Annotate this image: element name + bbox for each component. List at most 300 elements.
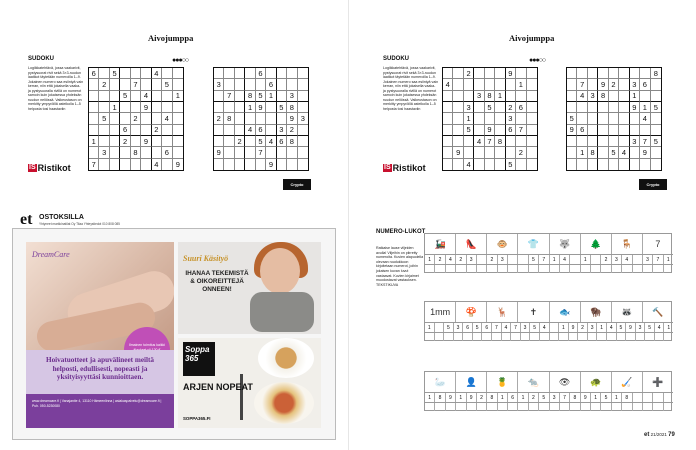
sudoku-cell[interactable]: 5 <box>110 68 120 79</box>
sudoku-cell[interactable]: 4 <box>152 68 162 79</box>
answer-cell[interactable] <box>622 265 632 273</box>
sudoku-cell[interactable] <box>256 113 266 124</box>
sudoku-cell[interactable] <box>577 136 587 147</box>
sudoku-cell[interactable] <box>506 136 516 147</box>
sudoku-cell[interactable]: 6 <box>577 125 587 136</box>
answer-cell[interactable] <box>467 403 477 411</box>
answer-cell[interactable] <box>607 333 617 341</box>
sudoku-cell[interactable] <box>485 147 495 158</box>
answer-cell[interactable] <box>425 403 435 411</box>
sudoku-cell[interactable] <box>619 91 629 102</box>
sudoku-cell[interactable]: 2 <box>131 113 141 124</box>
answer-cell[interactable] <box>626 333 636 341</box>
sudoku-cell[interactable] <box>298 91 308 102</box>
sudoku-cell[interactable]: 2 <box>464 68 474 79</box>
sudoku-cell[interactable]: 8 <box>495 136 505 147</box>
answer-cell[interactable] <box>482 333 492 341</box>
sudoku-cell[interactable]: 1 <box>577 147 587 158</box>
sudoku-cell[interactable]: 2 <box>287 125 297 136</box>
sudoku-cell[interactable]: 6 <box>89 68 99 79</box>
answer-cell[interactable] <box>511 333 521 341</box>
answer-cell[interactable] <box>456 265 466 273</box>
sudoku-cell[interactable]: 9 <box>506 68 516 79</box>
answer-cell[interactable] <box>518 403 528 411</box>
sudoku-cell[interactable]: 4 <box>443 79 453 90</box>
sudoku-cell[interactable] <box>516 113 526 124</box>
sudoku-cell[interactable] <box>277 68 287 79</box>
sudoku-cell[interactable]: 5 <box>651 102 661 113</box>
sudoku-cell[interactable]: 1 <box>89 136 99 147</box>
sudoku-cell[interactable]: 1 <box>266 91 276 102</box>
sudoku-cell[interactable] <box>256 159 266 170</box>
sudoku-cell[interactable]: 2 <box>516 147 526 158</box>
sudoku-cell[interactable] <box>173 68 183 79</box>
sudoku-cell[interactable] <box>173 147 183 158</box>
sudoku-cell[interactable] <box>609 159 619 170</box>
sudoku-cell[interactable] <box>141 159 151 170</box>
answer-cell[interactable] <box>612 403 622 411</box>
sudoku-cell[interactable]: 1 <box>464 113 474 124</box>
sudoku-cell[interactable]: 4 <box>266 136 276 147</box>
sudoku-cell[interactable]: 9 <box>141 136 151 147</box>
sudoku-cell[interactable]: 7 <box>640 136 650 147</box>
sudoku-cell[interactable]: 5 <box>609 147 619 158</box>
sudoku-cell[interactable]: 2 <box>609 79 619 90</box>
dreamcare-ad[interactable] <box>26 242 174 428</box>
sudoku-cell[interactable] <box>588 136 598 147</box>
sudoku-cell[interactable] <box>214 68 224 79</box>
sudoku-cell[interactable] <box>120 79 130 90</box>
sudoku-cell[interactable]: 9 <box>266 159 276 170</box>
sudoku-cell[interactable] <box>527 79 537 90</box>
sudoku-cell[interactable] <box>443 102 453 113</box>
sudoku-cell[interactable] <box>152 91 162 102</box>
sudoku-cell[interactable] <box>464 79 474 90</box>
sudoku-cell[interactable] <box>619 102 629 113</box>
sudoku-cell[interactable] <box>588 159 598 170</box>
sudoku-cell[interactable] <box>224 136 234 147</box>
sudoku-cell[interactable] <box>298 136 308 147</box>
sudoku-cell[interactable]: 4 <box>640 113 650 124</box>
sudoku-cell[interactable] <box>567 68 577 79</box>
sudoku-cell[interactable] <box>598 102 608 113</box>
sudoku-cell[interactable] <box>266 113 276 124</box>
sudoku-cell[interactable] <box>588 125 598 136</box>
sudoku-cell[interactable]: 5 <box>162 79 172 90</box>
sudoku-cell[interactable] <box>214 136 224 147</box>
sudoku-grid-2[interactable] <box>213 67 309 171</box>
sudoku-cell[interactable] <box>287 147 297 158</box>
sudoku-cell[interactable] <box>245 159 255 170</box>
sudoku-cell[interactable] <box>619 68 629 79</box>
sudoku-cell[interactable] <box>266 68 276 79</box>
sudoku-cell[interactable]: 8 <box>287 102 297 113</box>
sudoku-cell[interactable]: 1 <box>173 91 183 102</box>
answer-cell[interactable] <box>633 403 643 411</box>
sudoku-cell[interactable] <box>527 102 537 113</box>
sudoku-cell[interactable] <box>453 68 463 79</box>
sudoku-cell[interactable] <box>298 125 308 136</box>
sudoku-cell[interactable] <box>99 159 109 170</box>
answer-cell[interactable] <box>508 265 518 273</box>
sudoku-cell[interactable]: 5 <box>99 113 109 124</box>
sudoku-cell[interactable] <box>298 79 308 90</box>
sudoku-cell[interactable] <box>577 159 587 170</box>
sudoku-cell[interactable] <box>651 125 661 136</box>
answer-cell[interactable] <box>601 265 611 273</box>
sudoku-cell[interactable]: 9 <box>567 125 577 136</box>
answer-cell[interactable] <box>664 403 673 411</box>
sudoku-cell[interactable] <box>152 147 162 158</box>
suuri-kasityo-ad[interactable] <box>178 242 321 334</box>
answer-cell[interactable] <box>539 265 549 273</box>
answer-cell[interactable] <box>578 333 588 341</box>
sudoku-cell[interactable]: 2 <box>235 136 245 147</box>
sudoku-cell[interactable] <box>224 147 234 158</box>
sudoku-cell[interactable]: 4 <box>464 159 474 170</box>
sudoku-cell[interactable] <box>235 125 245 136</box>
sudoku-cell[interactable] <box>453 91 463 102</box>
sudoku-cell[interactable] <box>110 147 120 158</box>
sudoku-cell[interactable] <box>110 159 120 170</box>
sudoku-cell[interactable]: 4 <box>577 91 587 102</box>
sudoku-cell[interactable] <box>464 91 474 102</box>
answer-cell[interactable] <box>463 333 473 341</box>
answer-cell[interactable] <box>550 403 560 411</box>
sudoku-cell[interactable] <box>464 147 474 158</box>
answer-cell[interactable] <box>560 265 570 273</box>
answer-cell[interactable] <box>435 333 445 341</box>
answer-cell[interactable] <box>633 265 643 273</box>
sudoku-cell[interactable] <box>256 79 266 90</box>
sudoku-cell[interactable]: 7 <box>485 136 495 147</box>
sudoku-cell[interactable] <box>173 102 183 113</box>
sudoku-cell[interactable]: 8 <box>224 113 234 124</box>
sudoku-cell[interactable] <box>277 79 287 90</box>
sudoku-cell[interactable]: 8 <box>287 136 297 147</box>
sudoku-cell[interactable] <box>474 159 484 170</box>
sudoku-cell[interactable]: 5 <box>567 113 577 124</box>
sudoku-cell[interactable] <box>453 102 463 113</box>
sudoku-cell[interactable]: 5 <box>256 91 266 102</box>
sudoku-cell[interactable] <box>235 102 245 113</box>
sudoku-cell[interactable]: 5 <box>506 159 516 170</box>
answer-cell[interactable] <box>591 265 601 273</box>
sudoku-grid-1[interactable] <box>442 67 538 171</box>
sudoku-cell[interactable] <box>588 68 598 79</box>
sudoku-cell[interactable]: 9 <box>141 102 151 113</box>
sudoku-cell[interactable] <box>173 113 183 124</box>
sudoku-cell[interactable] <box>235 147 245 158</box>
sudoku-cell[interactable] <box>131 68 141 79</box>
sudoku-cell[interactable]: 3 <box>630 79 640 90</box>
answer-cell[interactable] <box>664 333 673 341</box>
sudoku-cell[interactable] <box>141 79 151 90</box>
answer-cell[interactable] <box>591 403 601 411</box>
sudoku-cell[interactable]: 9 <box>453 147 463 158</box>
sudoku-cell[interactable] <box>577 68 587 79</box>
sudoku-cell[interactable] <box>588 102 598 113</box>
sudoku-cell[interactable] <box>474 79 484 90</box>
sudoku-cell[interactable]: 6 <box>277 136 287 147</box>
sudoku-cell[interactable] <box>224 125 234 136</box>
sudoku-cell[interactable]: 7 <box>131 79 141 90</box>
sudoku-cell[interactable] <box>609 91 619 102</box>
sudoku-cell[interactable] <box>651 79 661 90</box>
answer-cell[interactable] <box>560 403 570 411</box>
sudoku-cell[interactable] <box>152 136 162 147</box>
sudoku-cell[interactable] <box>120 159 130 170</box>
answer-cell[interactable] <box>435 265 445 273</box>
sudoku-cell[interactable] <box>131 102 141 113</box>
sudoku-cell[interactable] <box>527 147 537 158</box>
sudoku-cell[interactable] <box>99 102 109 113</box>
sudoku-cell[interactable]: 1 <box>516 79 526 90</box>
sudoku-cell[interactable]: 3 <box>277 125 287 136</box>
sudoku-cell[interactable] <box>619 113 629 124</box>
sudoku-cell[interactable]: 6 <box>120 125 130 136</box>
sudoku-cell[interactable]: 2 <box>120 136 130 147</box>
soppa365-ad[interactable] <box>178 338 321 428</box>
sudoku-cell[interactable] <box>619 125 629 136</box>
sudoku-cell[interactable] <box>516 91 526 102</box>
sudoku-cell[interactable] <box>89 91 99 102</box>
sudoku-cell[interactable]: 2 <box>99 79 109 90</box>
sudoku-cell[interactable] <box>110 113 120 124</box>
sudoku-cell[interactable] <box>443 136 453 147</box>
sudoku-cell[interactable] <box>495 113 505 124</box>
answer-cell[interactable] <box>550 333 560 341</box>
sudoku-cell[interactable] <box>598 136 608 147</box>
sudoku-cell[interactable] <box>152 113 162 124</box>
sudoku-cell[interactable] <box>567 136 577 147</box>
sudoku-cell[interactable] <box>567 91 577 102</box>
sudoku-cell[interactable] <box>495 102 505 113</box>
sudoku-cell[interactable] <box>443 91 453 102</box>
sudoku-cell[interactable] <box>651 159 661 170</box>
sudoku-cell[interactable] <box>224 79 234 90</box>
sudoku-cell[interactable] <box>474 102 484 113</box>
sudoku-cell[interactable] <box>120 113 130 124</box>
sudoku-cell[interactable]: 9 <box>485 125 495 136</box>
sudoku-cell[interactable]: 8 <box>588 147 598 158</box>
sudoku-cell[interactable]: 6 <box>266 79 276 90</box>
sudoku-cell[interactable] <box>298 147 308 158</box>
sudoku-cell[interactable] <box>110 91 120 102</box>
sudoku-cell[interactable]: 3 <box>630 136 640 147</box>
sudoku-cell[interactable]: 3 <box>298 113 308 124</box>
sudoku-cell[interactable] <box>495 79 505 90</box>
sudoku-cell[interactable]: 7 <box>256 147 266 158</box>
sudoku-cell[interactable]: 7 <box>224 91 234 102</box>
sudoku-cell[interactable] <box>640 91 650 102</box>
sudoku-cell[interactable] <box>277 91 287 102</box>
sudoku-cell[interactable]: 5 <box>485 102 495 113</box>
answer-cell[interactable] <box>456 403 466 411</box>
sudoku-cell[interactable] <box>567 159 577 170</box>
sudoku-cell[interactable]: 4 <box>141 91 151 102</box>
sudoku-cell[interactable] <box>266 125 276 136</box>
sudoku-cell[interactable]: 3 <box>588 91 598 102</box>
sudoku-cell[interactable] <box>173 136 183 147</box>
sudoku-cell[interactable] <box>235 91 245 102</box>
sudoku-cell[interactable] <box>516 159 526 170</box>
sudoku-cell[interactable] <box>443 147 453 158</box>
sudoku-cell[interactable] <box>527 68 537 79</box>
sudoku-cell[interactable] <box>131 125 141 136</box>
sudoku-cell[interactable] <box>245 136 255 147</box>
sudoku-cell[interactable] <box>298 102 308 113</box>
answer-cell[interactable] <box>487 403 497 411</box>
sudoku-cell[interactable] <box>443 68 453 79</box>
sudoku-cell[interactable]: 9 <box>214 147 224 158</box>
answer-cell[interactable] <box>581 403 591 411</box>
answer-cell[interactable] <box>498 265 508 273</box>
sudoku-cell[interactable] <box>619 79 629 90</box>
answer-cell[interactable] <box>601 403 611 411</box>
numerolukot-row-1[interactable] <box>424 233 672 273</box>
answer-cell[interactable] <box>570 403 580 411</box>
answer-cell[interactable] <box>521 333 531 341</box>
sudoku-cell[interactable]: 5 <box>651 136 661 147</box>
sudoku-cell[interactable] <box>224 68 234 79</box>
answer-cell[interactable] <box>653 403 663 411</box>
sudoku-cell[interactable] <box>287 68 297 79</box>
sudoku-cell[interactable]: 3 <box>214 79 224 90</box>
answer-cell[interactable] <box>664 265 673 273</box>
sudoku-cell[interactable] <box>453 79 463 90</box>
sudoku-cell[interactable]: 7 <box>516 125 526 136</box>
sudoku-cell[interactable] <box>152 79 162 90</box>
sudoku-cell[interactable] <box>214 159 224 170</box>
sudoku-cell[interactable] <box>485 159 495 170</box>
answer-cell[interactable] <box>508 403 518 411</box>
sudoku-cell[interactable] <box>609 136 619 147</box>
sudoku-cell[interactable]: 8 <box>651 68 661 79</box>
answer-cell[interactable] <box>530 333 540 341</box>
sudoku-cell[interactable] <box>630 113 640 124</box>
sudoku-cell[interactable] <box>506 79 516 90</box>
sudoku-cell[interactable] <box>485 113 495 124</box>
sudoku-cell[interactable] <box>131 136 141 147</box>
sudoku-cell[interactable] <box>640 68 650 79</box>
sudoku-cell[interactable] <box>598 113 608 124</box>
sudoku-cell[interactable] <box>162 159 172 170</box>
sudoku-cell[interactable] <box>162 68 172 79</box>
sudoku-cell[interactable] <box>235 113 245 124</box>
sudoku-cell[interactable] <box>173 125 183 136</box>
sudoku-cell[interactable] <box>464 136 474 147</box>
sudoku-cell[interactable] <box>89 125 99 136</box>
sudoku-cell[interactable] <box>110 136 120 147</box>
answer-cell[interactable] <box>559 333 569 341</box>
sudoku-cell[interactable] <box>567 79 577 90</box>
sudoku-cell[interactable] <box>245 68 255 79</box>
sudoku-cell[interactable] <box>527 113 537 124</box>
sudoku-cell[interactable] <box>527 136 537 147</box>
sudoku-grid-1[interactable] <box>88 67 184 171</box>
answer-cell[interactable] <box>597 333 607 341</box>
sudoku-cell[interactable] <box>245 79 255 90</box>
sudoku-cell[interactable] <box>485 79 495 90</box>
sudoku-cell[interactable] <box>598 125 608 136</box>
sudoku-cell[interactable] <box>173 79 183 90</box>
answer-cell[interactable] <box>529 403 539 411</box>
sudoku-cell[interactable] <box>298 68 308 79</box>
sudoku-cell[interactable]: 2 <box>152 125 162 136</box>
sudoku-cell[interactable] <box>110 125 120 136</box>
answer-cell[interactable] <box>454 333 464 341</box>
sudoku-cell[interactable] <box>235 159 245 170</box>
answer-cell[interactable] <box>655 333 665 341</box>
sudoku-cell[interactable] <box>277 147 287 158</box>
sudoku-cell[interactable] <box>245 113 255 124</box>
answer-cell[interactable] <box>477 265 487 273</box>
answer-cell[interactable] <box>569 333 579 341</box>
sudoku-cell[interactable] <box>443 113 453 124</box>
sudoku-cell[interactable]: 1 <box>245 102 255 113</box>
answer-cell[interactable] <box>622 403 632 411</box>
numerolukot-row-3[interactable] <box>424 371 672 411</box>
sudoku-cell[interactable] <box>287 159 297 170</box>
sudoku-cell[interactable] <box>99 136 109 147</box>
sudoku-cell[interactable] <box>224 159 234 170</box>
sudoku-cell[interactable] <box>527 125 537 136</box>
sudoku-cell[interactable] <box>443 125 453 136</box>
sudoku-cell[interactable] <box>235 68 245 79</box>
answer-cell[interactable] <box>645 333 655 341</box>
sudoku-cell[interactable]: 8 <box>245 91 255 102</box>
sudoku-cell[interactable] <box>598 159 608 170</box>
sudoku-cell[interactable]: 5 <box>464 125 474 136</box>
sudoku-cell[interactable] <box>141 68 151 79</box>
sudoku-cell[interactable]: 3 <box>474 91 484 102</box>
sudoku-cell[interactable] <box>162 91 172 102</box>
sudoku-cell[interactable] <box>453 136 463 147</box>
sudoku-cell[interactable] <box>266 102 276 113</box>
answer-cell[interactable] <box>570 265 580 273</box>
sudoku-cell[interactable] <box>495 147 505 158</box>
sudoku-cell[interactable] <box>588 79 598 90</box>
answer-cell[interactable] <box>643 265 653 273</box>
sudoku-cell[interactable] <box>224 102 234 113</box>
sudoku-cell[interactable] <box>619 136 629 147</box>
sudoku-cell[interactable]: 2 <box>214 113 224 124</box>
sudoku-cell[interactable] <box>266 147 276 158</box>
sudoku-cell[interactable] <box>298 159 308 170</box>
sudoku-cell[interactable] <box>640 125 650 136</box>
sudoku-cell[interactable] <box>162 136 172 147</box>
sudoku-cell[interactable] <box>567 102 577 113</box>
sudoku-cell[interactable] <box>120 102 130 113</box>
sudoku-cell[interactable]: 8 <box>131 147 141 158</box>
sudoku-cell[interactable] <box>162 125 172 136</box>
sudoku-cell[interactable] <box>474 125 484 136</box>
sudoku-cell[interactable]: 6 <box>640 79 650 90</box>
sudoku-cell[interactable] <box>598 68 608 79</box>
sudoku-cell[interactable] <box>474 147 484 158</box>
answer-cell[interactable] <box>529 265 539 273</box>
answer-cell[interactable] <box>550 265 560 273</box>
sudoku-cell[interactable] <box>131 159 141 170</box>
sudoku-cell[interactable]: 4 <box>245 125 255 136</box>
answer-cell[interactable] <box>612 265 622 273</box>
sudoku-cell[interactable] <box>495 125 505 136</box>
sudoku-cell[interactable]: 3 <box>287 91 297 102</box>
sudoku-cell[interactable] <box>495 159 505 170</box>
sudoku-cell[interactable]: 8 <box>485 91 495 102</box>
sudoku-cell[interactable] <box>453 125 463 136</box>
